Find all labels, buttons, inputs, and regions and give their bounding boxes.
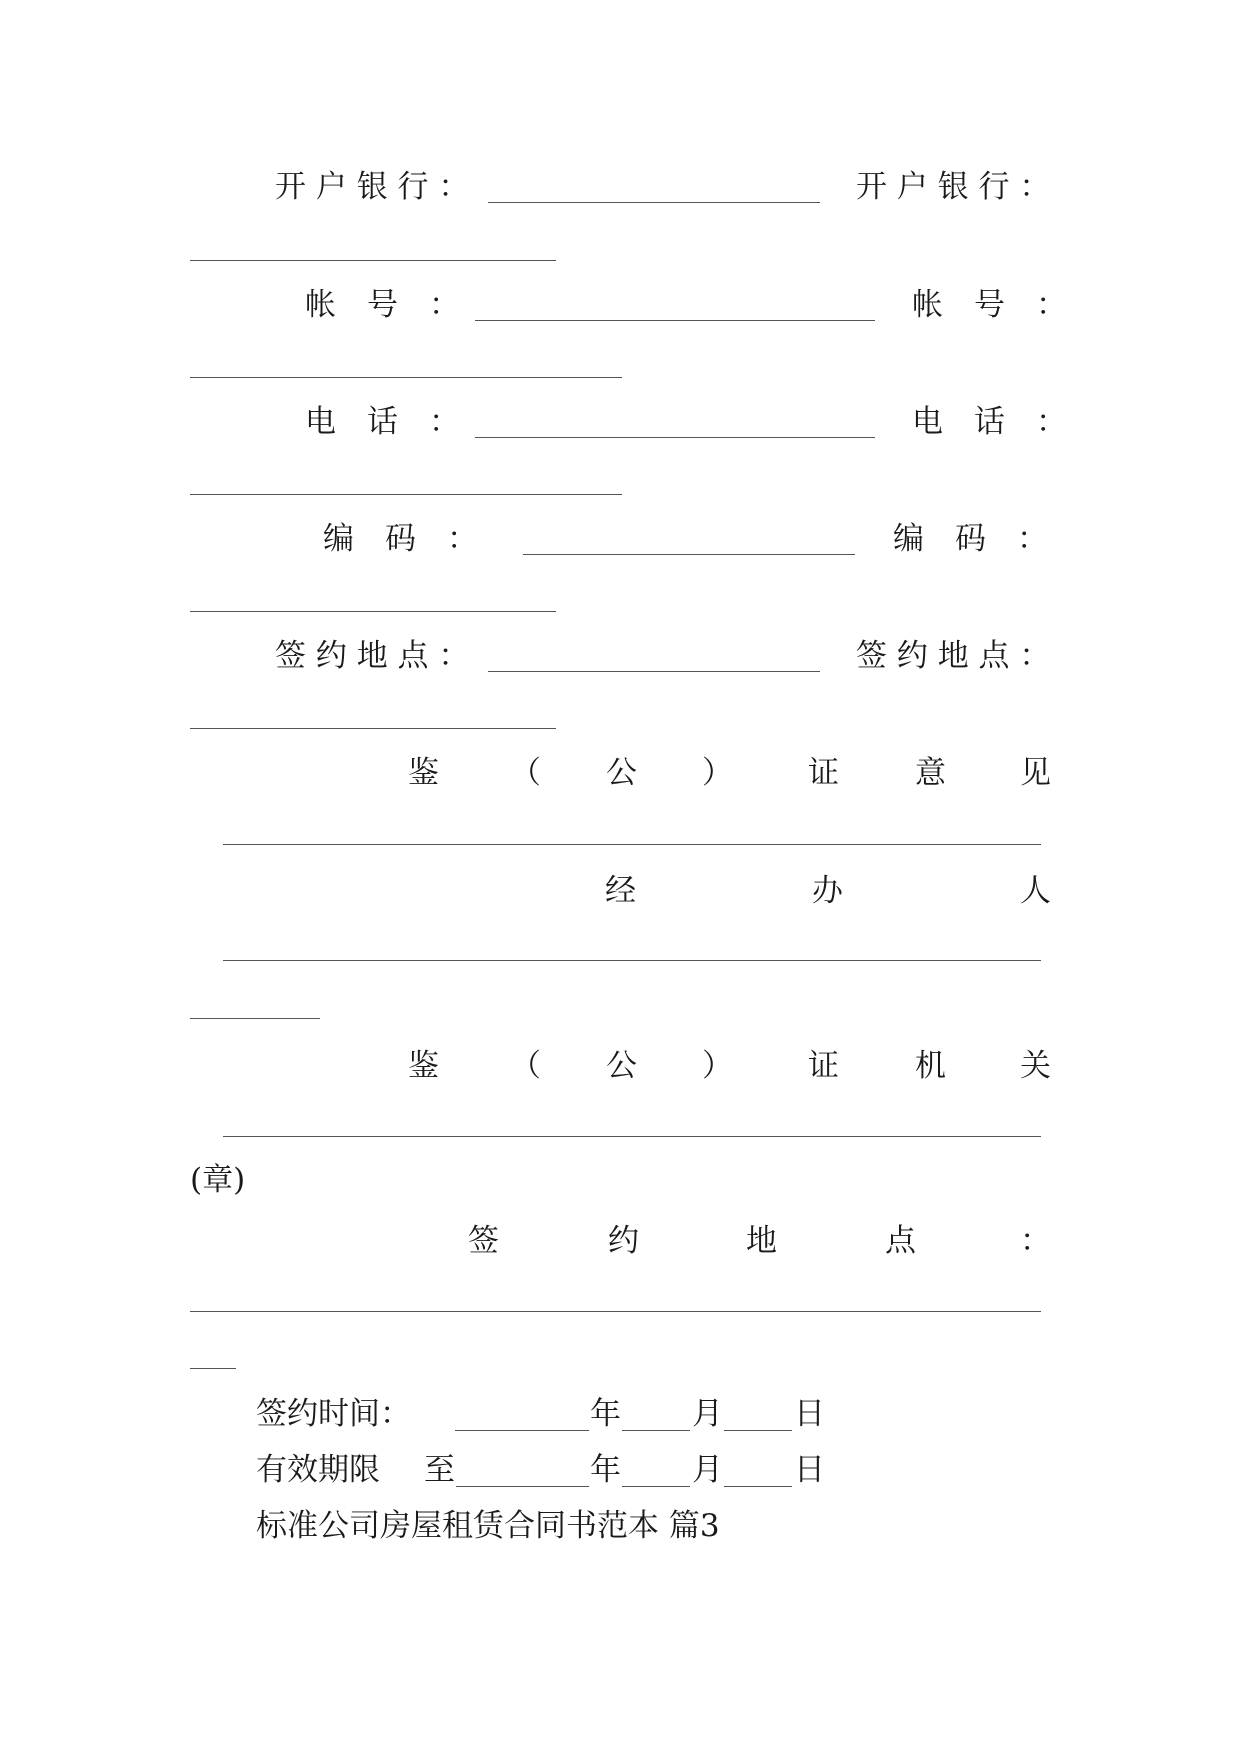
party-a-sign-place-line[interactable]: [488, 671, 820, 672]
valid-period-month-blank[interactable]: [622, 1486, 690, 1487]
handler-line-continued[interactable]: [190, 1018, 320, 1019]
handler-line[interactable]: [223, 960, 1041, 961]
notary-sign-place-line-continued[interactable]: [190, 1368, 236, 1369]
party-b-sign-place-line[interactable]: [190, 728, 556, 729]
valid-period-label: 有效期限: [256, 1452, 380, 1488]
party-a-bank-line[interactable]: [488, 202, 820, 203]
party-a-account-label: 帐 号 ：: [305, 287, 460, 323]
notary-opinion-char: 鉴: [408, 755, 439, 791]
notary-authority-char: 公: [606, 1048, 637, 1084]
party-b-code-line[interactable]: [190, 611, 556, 612]
notary-opinion-char: ）: [702, 755, 733, 791]
sign-time-year-blank[interactable]: [455, 1430, 589, 1431]
party-b-account-line[interactable]: [190, 377, 622, 378]
next-section-title: 标准公司房屋租赁合同书范本 篇3: [256, 1508, 720, 1544]
sign-time-month-char: 月: [692, 1396, 723, 1432]
notary-authority-char: （: [510, 1048, 541, 1084]
notary-sign-place-char: 约: [608, 1223, 639, 1259]
notary-opinion-line[interactable]: [223, 844, 1041, 845]
party-b-phone-line[interactable]: [190, 494, 622, 495]
notary-opinion-char: 公: [606, 755, 637, 791]
sign-time-label: 签约时间：: [256, 1396, 411, 1432]
handler-char: 经: [605, 873, 636, 909]
party-a-phone-label: 电 话 ：: [305, 404, 460, 440]
sign-time-year-char: 年: [590, 1396, 621, 1432]
party-b-bank-label: 开 户 银 行 ：: [856, 169, 1051, 205]
notary-sign-place-char: 点: [885, 1223, 916, 1259]
valid-period-day-blank[interactable]: [724, 1486, 792, 1487]
notary-sign-place-char: 签: [468, 1223, 499, 1259]
valid-period-day-char: 日: [794, 1452, 825, 1488]
party-a-bank-label: 开 户 银 行 ：: [275, 169, 470, 205]
notary-authority-char: 鉴: [408, 1048, 439, 1084]
valid-period-year-char: 年: [590, 1452, 621, 1488]
sign-time-day-blank[interactable]: [724, 1430, 792, 1431]
notary-opinion-char: 证: [808, 755, 839, 791]
valid-period-year-blank[interactable]: [456, 1486, 589, 1487]
notary-authority-char: 证: [808, 1048, 839, 1084]
handler-char: 办: [812, 873, 843, 909]
notary-authority-char: 机: [915, 1048, 946, 1084]
seal-mark: (章): [190, 1162, 246, 1198]
party-a-sign-place-label: 签 约 地 点 ：: [275, 638, 470, 674]
party-b-code-label: 编 码 ：: [893, 521, 1048, 557]
party-a-code-line[interactable]: [523, 554, 855, 555]
party-b-bank-line[interactable]: [190, 260, 556, 261]
notary-authority-char: ）: [702, 1048, 733, 1084]
party-a-code-label: 编 码 ：: [323, 521, 478, 557]
notary-opinion-char: 见: [1020, 755, 1051, 791]
valid-period-to: 至: [424, 1452, 455, 1488]
sign-time-month-blank[interactable]: [622, 1430, 690, 1431]
notary-authority-line[interactable]: [223, 1136, 1041, 1137]
notary-authority-char: 关: [1020, 1048, 1051, 1084]
party-b-sign-place-label: 签 约 地 点 ：: [856, 638, 1051, 674]
notary-opinion-char: （: [510, 755, 541, 791]
valid-period-month-char: 月: [692, 1452, 723, 1488]
notary-sign-place-line[interactable]: [190, 1311, 1041, 1312]
notary-opinion-char: 意: [915, 755, 946, 791]
party-b-phone-label: 电 话 ：: [912, 404, 1067, 440]
handler-char: 人: [1020, 873, 1051, 909]
notary-sign-place-char: ：: [1020, 1223, 1051, 1259]
sign-time-day-char: 日: [794, 1396, 825, 1432]
party-a-account-line[interactable]: [475, 320, 875, 321]
notary-sign-place-char: 地: [746, 1223, 777, 1259]
party-b-account-label: 帐 号 ：: [912, 287, 1067, 323]
party-a-phone-line[interactable]: [475, 437, 875, 438]
